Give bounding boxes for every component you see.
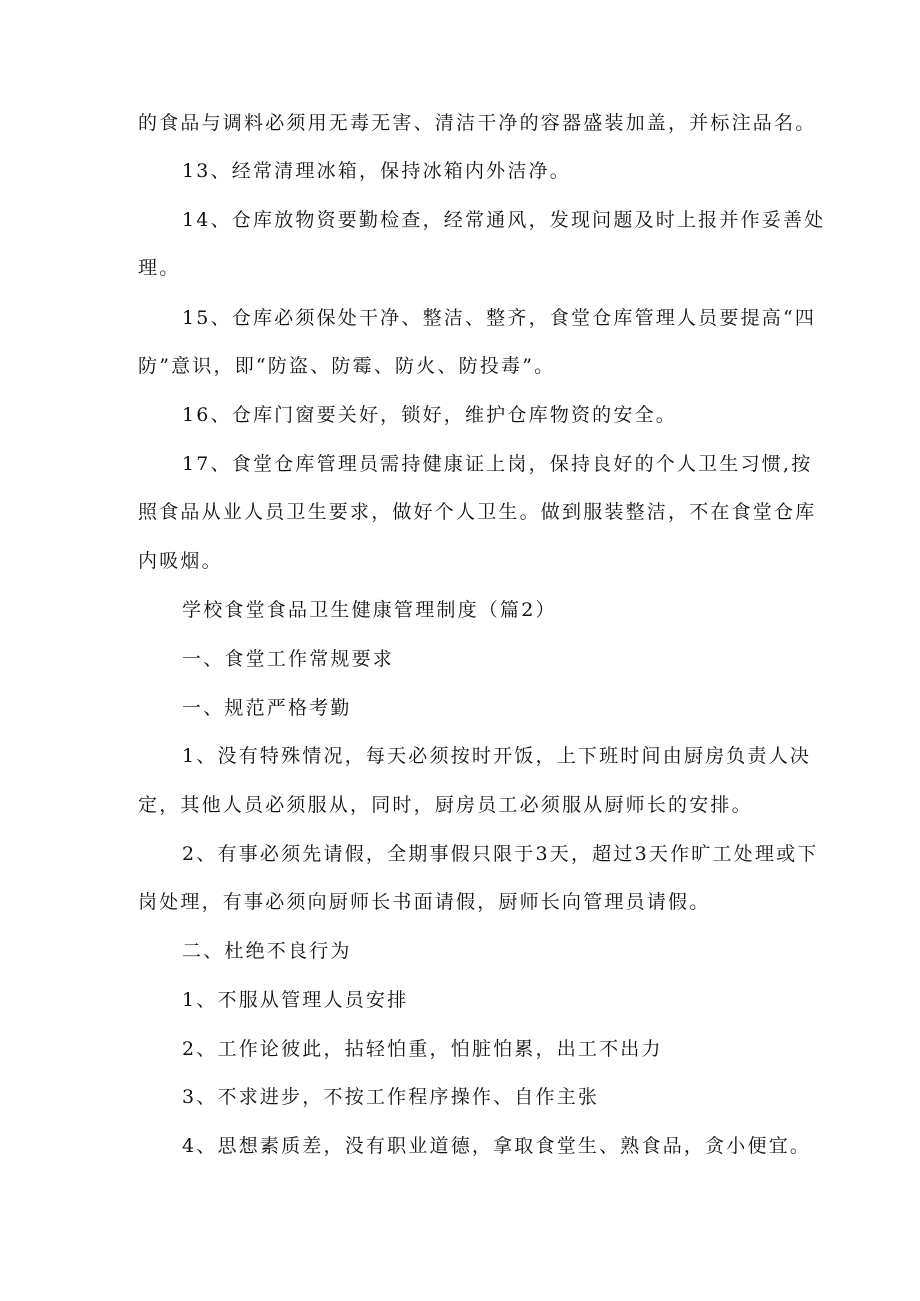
list-item-3: 3、不求进步，不按工作程序操作、自作主张 (182, 1086, 600, 1108)
list-item-4: 4、思想素质差，没有职业道德，拿取食堂生、熟食品，贪小便宜。 (182, 1135, 812, 1157)
section-title: 学校食堂食品卫生健康管理制度（篇2） (182, 599, 557, 621)
text-line-4: 理。 (138, 257, 181, 279)
text-line-15: 定，其他人员必须服从，同时，厨房员工必须服从厨师长的安排。 (138, 794, 753, 816)
text-line-5: 15、仓库必须保处干净、整洁、整齐，食堂仓库管理人员要提高“四 (182, 307, 817, 329)
list-item-2: 2、工作论彼此，拈轻怕重，怕脏怕累，出工不出力 (182, 1038, 663, 1060)
text-line-1: 的食品与调料必须用无毒无害、清洁干净的容器盛装加盖，并标注品名。 (138, 112, 817, 134)
text-line-16: 2、有事必须先请假，全期事假只限于3天，超过3天作旷工处理或下 (182, 843, 819, 865)
heading-1: 一、食堂工作常规要求 (182, 648, 395, 670)
heading-3: 二、杜绝不良行为 (182, 940, 352, 962)
text-line-9: 照食品从业人员卫生要求，做好个人卫生。做到服装整洁，不在食堂仓库 (138, 501, 817, 523)
text-line-6: 防”意识，即“防盗、防霉、防火、防投毒”。 (138, 355, 556, 377)
text-line-8: 17、食堂仓库管理员需持健康证上岗，保持良好的个人卫生习惯,按 (182, 453, 813, 475)
text-line-10: 内吸烟。 (138, 550, 223, 572)
text-line-2: 13、经常清理冰箱，保持冰箱内外洁净。 (182, 160, 571, 182)
text-line-3: 14、仓库放物资要勤检查，经常通风，发现问题及时上报并作妥善处 (182, 209, 826, 231)
text-line-17: 岗处理，有事必须向厨师长书面请假，厨师长向管理员请假。 (138, 891, 711, 913)
list-item-1: 1、不服从管理人员安排 (182, 989, 409, 1011)
text-line-7: 16、仓库门窗要关好，锁好，维护仓库物资的安全。 (182, 404, 677, 426)
heading-2: 一、规范严格考勤 (182, 697, 352, 719)
text-line-14: 1、没有特殊情况，每天必须按时开饭，上下班时间由厨房负责人决 (182, 745, 812, 767)
